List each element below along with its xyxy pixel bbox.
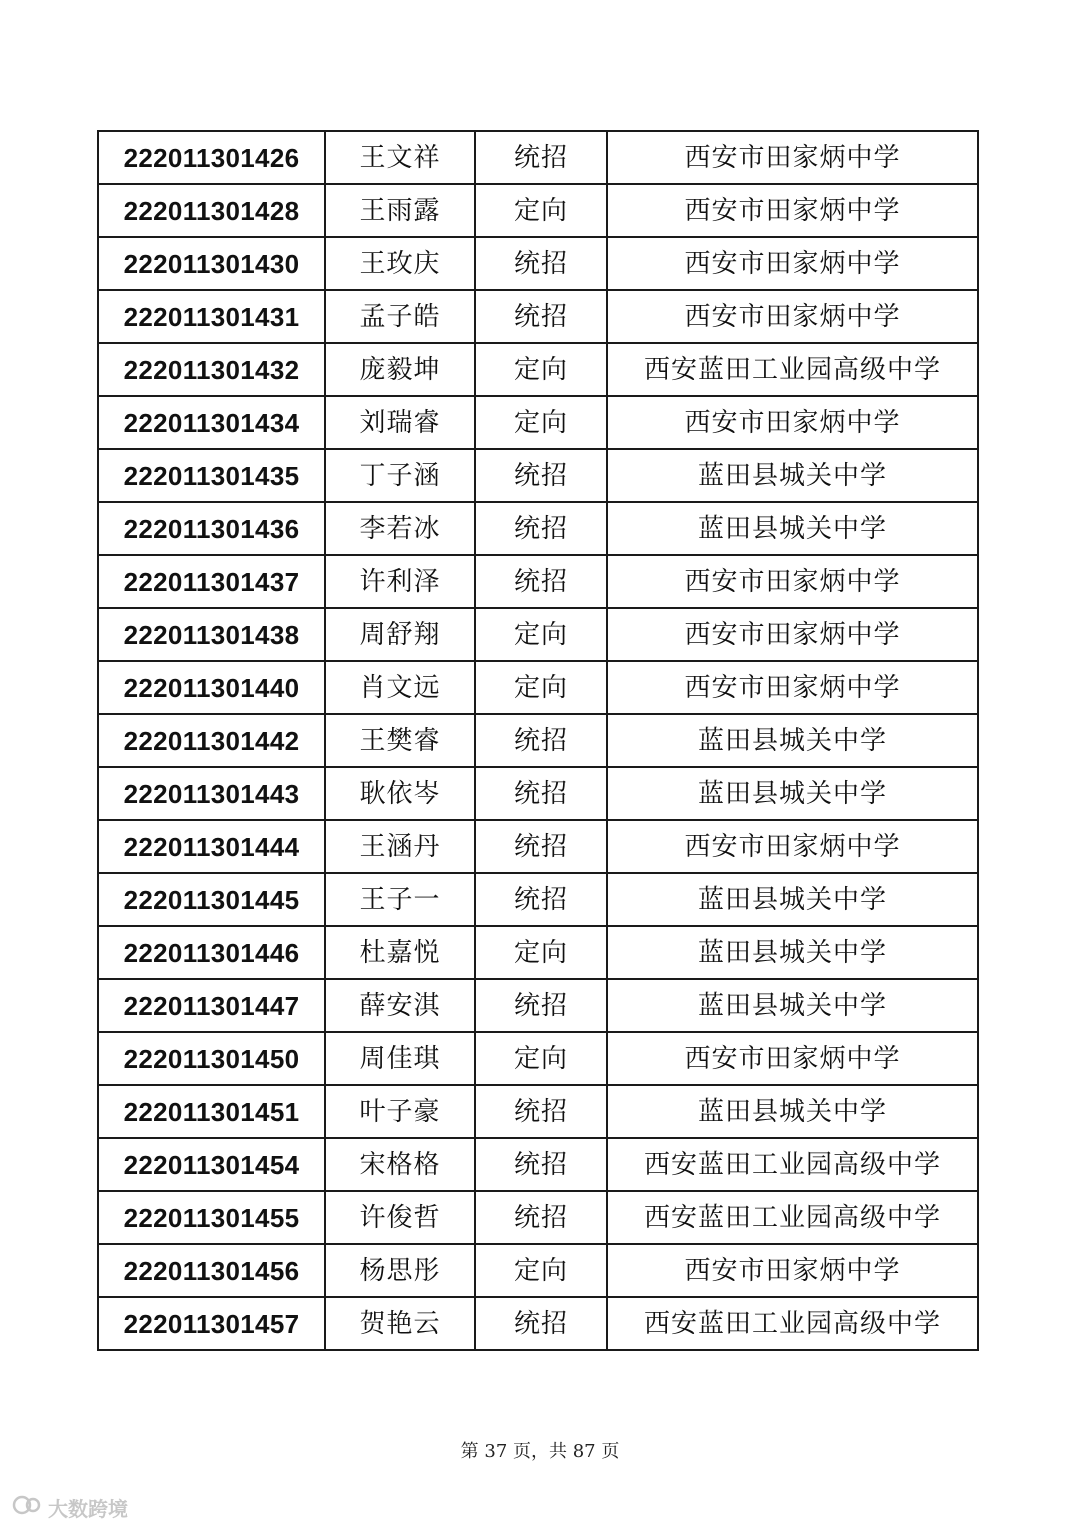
- table-row: [98, 1297, 978, 1350]
- school-cell: 西安市田家炳中学: [607, 555, 978, 608]
- candidate-id-cell: 222011301430: [98, 237, 325, 290]
- candidate-id-cell: 222011301446: [98, 926, 325, 979]
- admission-type-cell: 统招: [475, 131, 607, 184]
- candidate-name-cell: 丁子涵: [325, 449, 475, 502]
- candidate-name-cell: 杨思彤: [325, 1244, 475, 1297]
- candidate-name-cell: 耿依岑: [325, 767, 475, 820]
- candidate-id-cell: 222011301444: [98, 820, 325, 873]
- school-cell: 西安市田家炳中学: [607, 820, 978, 873]
- candidate-id-cell: 222011301451: [98, 1085, 325, 1138]
- admission-type-cell: 统招: [475, 1138, 607, 1191]
- candidate-name-cell: 王樊睿: [325, 714, 475, 767]
- table-row: [98, 714, 978, 767]
- candidate-name-cell: 周佳琪: [325, 1032, 475, 1085]
- table-row: [98, 237, 978, 290]
- page-number: 第 37 页，共 87 页: [460, 1441, 620, 1462]
- candidate-name-cell: 杜嘉悦: [325, 926, 475, 979]
- candidate-id-cell: 222011301432: [98, 343, 325, 396]
- admission-type-cell: 统招: [475, 1085, 607, 1138]
- admission-type-cell: 统招: [475, 767, 607, 820]
- candidate-name-cell: 叶子豪: [325, 1085, 475, 1138]
- table-row: [98, 449, 978, 502]
- candidate-name-cell: 周舒翔: [325, 608, 475, 661]
- candidate-id-cell: 222011301450: [98, 1032, 325, 1085]
- candidate-id-cell: 222011301435: [98, 449, 325, 502]
- table-row: [98, 1085, 978, 1138]
- table-row: [98, 608, 978, 661]
- candidate-id-cell: 222011301437: [98, 555, 325, 608]
- candidate-name-cell: 贺艳云: [325, 1297, 475, 1350]
- table-row: [98, 926, 978, 979]
- admission-type-cell: 统招: [475, 290, 607, 343]
- admission-type-cell: 统招: [475, 873, 607, 926]
- candidate-name-cell: 刘瑞睿: [325, 396, 475, 449]
- candidate-id-cell: 222011301434: [98, 396, 325, 449]
- candidate-name-cell: 庞毅坤: [325, 343, 475, 396]
- candidate-id-cell: 222011301456: [98, 1244, 325, 1297]
- school-cell: 西安市田家炳中学: [607, 184, 978, 237]
- watermark: [12, 1493, 128, 1521]
- candidate-id-cell: 222011301436: [98, 502, 325, 555]
- school-cell: 蓝田县城关中学: [607, 714, 978, 767]
- candidate-id-cell: 222011301431: [98, 290, 325, 343]
- admission-type-cell: 定向: [475, 926, 607, 979]
- school-cell: 西安市田家炳中学: [607, 290, 978, 343]
- candidate-id-cell: 222011301428: [98, 184, 325, 237]
- watermark-logo-icon: [12, 1493, 42, 1521]
- table-row: [98, 396, 978, 449]
- admission-type-cell: 定向: [475, 396, 607, 449]
- school-cell: 西安市田家炳中学: [607, 237, 978, 290]
- admission-type-cell: 统招: [475, 555, 607, 608]
- candidate-id-cell: 222011301442: [98, 714, 325, 767]
- school-cell: 蓝田县城关中学: [607, 449, 978, 502]
- admission-type-cell: 统招: [475, 820, 607, 873]
- candidate-name-cell: 肖文远: [325, 661, 475, 714]
- school-cell: 蓝田县城关中学: [607, 979, 978, 1032]
- school-cell: 西安蓝田工业园高级中学: [607, 1138, 978, 1191]
- admission-type-cell: 统招: [475, 1191, 607, 1244]
- school-cell: 西安市田家炳中学: [607, 131, 978, 184]
- admission-type-cell: 统招: [475, 1297, 607, 1350]
- candidate-name-cell: 许俊哲: [325, 1191, 475, 1244]
- candidate-name-cell: 许利泽: [325, 555, 475, 608]
- admission-type-cell: 统招: [475, 502, 607, 555]
- school-cell: 蓝田县城关中学: [607, 502, 978, 555]
- table-row: [98, 1138, 978, 1191]
- admission-type-cell: 统招: [475, 979, 607, 1032]
- admission-type-cell: 统招: [475, 449, 607, 502]
- table-row: [98, 767, 978, 820]
- school-cell: 西安蓝田工业园高级中学: [607, 1191, 978, 1244]
- table-row: [98, 290, 978, 343]
- admission-type-cell: 定向: [475, 1244, 607, 1297]
- candidate-id-cell: 222011301447: [98, 979, 325, 1032]
- table-row: [98, 502, 978, 555]
- table-row: [98, 820, 978, 873]
- candidate-id-cell: 222011301445: [98, 873, 325, 926]
- admission-type-cell: 定向: [475, 1032, 607, 1085]
- table-row: [98, 1032, 978, 1085]
- candidate-id-cell: 222011301440: [98, 661, 325, 714]
- table-row: [98, 661, 978, 714]
- table-body: [98, 131, 978, 1350]
- candidate-id-cell: 222011301455: [98, 1191, 325, 1244]
- admission-type-cell: 定向: [475, 184, 607, 237]
- watermark-text: 大数跨境: [48, 1496, 128, 1521]
- candidate-id-cell: 222011301443: [98, 767, 325, 820]
- candidate-name-cell: 宋格格: [325, 1138, 475, 1191]
- candidate-name-cell: 薛安淇: [325, 979, 475, 1032]
- candidate-name-cell: 李若冰: [325, 502, 475, 555]
- candidate-id-cell: 222011301457: [98, 1297, 325, 1350]
- school-cell: 西安市田家炳中学: [607, 1244, 978, 1297]
- admission-table: [97, 130, 979, 1351]
- table-row: [98, 1191, 978, 1244]
- candidate-id-cell: 222011301426: [98, 131, 325, 184]
- school-cell: 西安市田家炳中学: [607, 608, 978, 661]
- school-cell: 蓝田县城关中学: [607, 873, 978, 926]
- school-cell: 蓝田县城关中学: [607, 767, 978, 820]
- table-row: [98, 873, 978, 926]
- candidate-name-cell: 王子一: [325, 873, 475, 926]
- school-cell: 西安蓝田工业园高级中学: [607, 1297, 978, 1350]
- admission-type-cell: 定向: [475, 608, 607, 661]
- school-cell: 西安蓝田工业园高级中学: [607, 343, 978, 396]
- admission-type-cell: 定向: [475, 343, 607, 396]
- table-row: [98, 184, 978, 237]
- candidate-name-cell: 王文祥: [325, 131, 475, 184]
- candidate-name-cell: 王玫庆: [325, 237, 475, 290]
- candidate-name-cell: 王涵丹: [325, 820, 475, 873]
- table-row: [98, 343, 978, 396]
- table-row: [98, 131, 978, 184]
- admission-type-cell: 统招: [475, 237, 607, 290]
- school-cell: 西安市田家炳中学: [607, 1032, 978, 1085]
- school-cell: 西安市田家炳中学: [607, 396, 978, 449]
- admission-type-cell: 定向: [475, 661, 607, 714]
- candidate-id-cell: 222011301454: [98, 1138, 325, 1191]
- table-row: [98, 979, 978, 1032]
- school-cell: 蓝田县城关中学: [607, 1085, 978, 1138]
- table-row: [98, 1244, 978, 1297]
- school-cell: 蓝田县城关中学: [607, 926, 978, 979]
- school-cell: 西安市田家炳中学: [607, 661, 978, 714]
- table-row: [98, 555, 978, 608]
- admission-type-cell: 统招: [475, 714, 607, 767]
- candidate-name-cell: 孟子皓: [325, 290, 475, 343]
- candidate-id-cell: 222011301438: [98, 608, 325, 661]
- candidate-name-cell: 王雨露: [325, 184, 475, 237]
